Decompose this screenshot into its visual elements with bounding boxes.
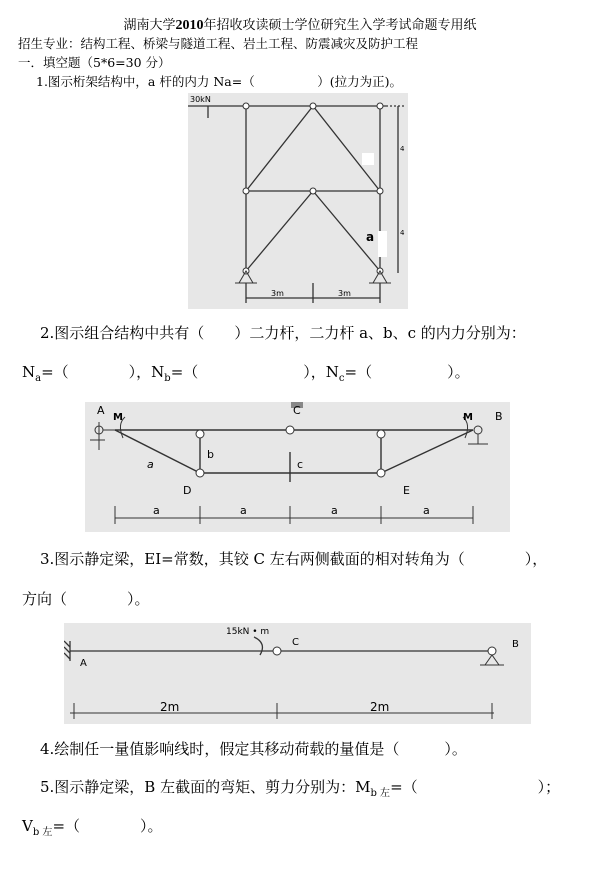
white-marker-top bbox=[362, 153, 374, 165]
truss-height-top: 4 bbox=[400, 145, 405, 153]
moment-left-label: M bbox=[113, 412, 123, 423]
composite-figure bbox=[85, 402, 510, 532]
truss-diagram bbox=[188, 93, 408, 309]
question-3-line-1: 3.图示静定梁，EI=常数，其铰 C 左右两侧截面的相对转角为（ ）， bbox=[40, 550, 548, 568]
span-1-label: a bbox=[153, 504, 160, 517]
span-4-label: a bbox=[423, 504, 430, 517]
school-name: 湖南大学 bbox=[123, 18, 176, 33]
moment-right-label: M bbox=[463, 412, 473, 423]
question-1: 1.图示桁架结构中，a 杆的内力 Na=（ ）(拉力为正)。 bbox=[36, 74, 402, 89]
beam-node-B-label: B bbox=[512, 639, 519, 650]
bar-a-label: a bbox=[147, 458, 154, 471]
header-title: 年招收攻读硕士学位研究生入学考试命题专用纸 bbox=[203, 18, 477, 33]
truss-member-a-label: a bbox=[366, 230, 375, 244]
node-D-label: D bbox=[183, 484, 192, 497]
nc-label: $N_c=$（ ）。 bbox=[325, 363, 470, 384]
truss-dim-right: 3m bbox=[338, 289, 351, 298]
nb-label: $N_b=$（ ）， bbox=[151, 363, 326, 384]
na-label: $N_a=$（ ）， bbox=[22, 363, 152, 384]
beam-node-C-label: C bbox=[292, 637, 299, 648]
question-3-line-2: 方向（ ）。 bbox=[22, 590, 150, 608]
question-4: 4.绘制任一量值影响线时，假定其移动荷载的量值是（ ）。 bbox=[40, 740, 467, 758]
major-line: 招生专业：结构工程、桥梁与隧道工程、岩土工程、防震减灾及防护工程 bbox=[18, 36, 419, 51]
truss-height-bottom: 4 bbox=[400, 229, 405, 237]
exam-year: 2010 bbox=[175, 18, 204, 33]
question-2-line-1: 2.图示组合结构中共有（ ）二力杆，二力杆 a、b、c 的内力分别为： bbox=[40, 324, 526, 342]
bar-b-label: b bbox=[207, 448, 214, 461]
section-title: 一．填空题（5*6=30 分） bbox=[18, 55, 171, 70]
node-C-label: C bbox=[293, 404, 301, 417]
node-E-label: E bbox=[403, 484, 410, 497]
truss-dim-left: 3m bbox=[271, 289, 284, 298]
span-3-label: a bbox=[331, 504, 338, 517]
beam-diagram bbox=[64, 623, 531, 724]
question-2-line-2 bbox=[22, 361, 470, 384]
beam-roller-support bbox=[480, 655, 504, 665]
truss-figure bbox=[188, 93, 408, 309]
node-B-label: B bbox=[495, 410, 503, 423]
truss-load-label: 30kN bbox=[190, 95, 211, 104]
question-5-line-2: $V_{b 左}=$（ ）。 bbox=[22, 817, 163, 838]
beam-figure bbox=[64, 623, 531, 724]
bar-c-label: c bbox=[297, 458, 304, 471]
node-A-label: A bbox=[97, 404, 105, 417]
exam-header bbox=[0, 14, 600, 34]
composite-diagram bbox=[85, 402, 510, 532]
white-marker-bottom bbox=[378, 231, 387, 257]
beam-node-A-label: A bbox=[80, 658, 87, 669]
span-2-label: a bbox=[240, 504, 247, 517]
beam-span-2-label: 2m bbox=[370, 700, 390, 714]
truss-supports bbox=[235, 271, 391, 283]
moment-load-label: 15kN • m bbox=[226, 627, 270, 637]
beam-span-1-label: 2m bbox=[160, 700, 180, 714]
question-5-line-1: 5.图示静定梁，B 左截面的弯矩、剪力分别为：$M_{b 左}=$（ ）； bbox=[40, 778, 561, 799]
